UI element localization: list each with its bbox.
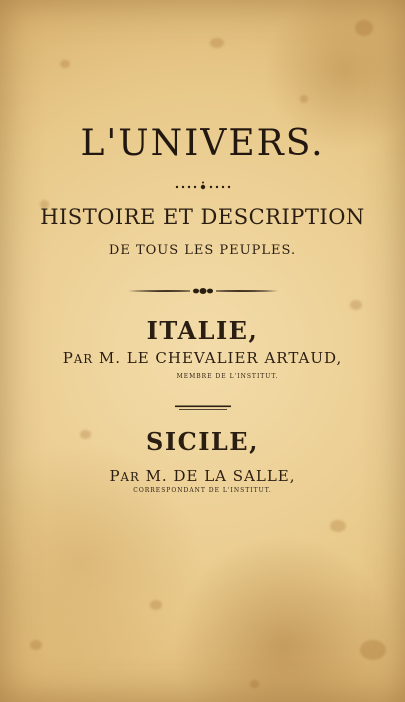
- author-prefix-initial: P: [62, 349, 74, 367]
- small-ornament: [0, 181, 405, 193]
- author-prefix-rest: AR: [120, 470, 140, 484]
- section-heading-italie: ITALIE,: [146, 316, 259, 345]
- author-name: M. DE LA SALLE,: [145, 467, 296, 485]
- author-name: M. LE CHEVALIER ARTAUD,: [98, 349, 343, 367]
- section-heading-sicile: SICILE,: [146, 427, 259, 456]
- stain: [30, 640, 42, 650]
- author-line-italie: [0, 349, 405, 367]
- stain: [60, 60, 70, 68]
- short-double-rule: [0, 403, 405, 413]
- author-prefix-rest: AR: [73, 352, 94, 366]
- subtitle: HISTOIRE ET DESCRIPTION: [40, 205, 365, 229]
- stain: [355, 20, 373, 36]
- stain: [300, 95, 308, 103]
- author-affiliation-sicile: CORRESPONDANT DE L'INSTITUT.: [133, 487, 272, 494]
- author-affiliation-italie: MEMBRE DE L'INSTITUT.: [176, 373, 279, 380]
- stain: [330, 520, 346, 532]
- author-prefix-initial: P: [109, 467, 121, 485]
- stain: [210, 38, 224, 48]
- stain: [150, 600, 162, 610]
- stain: [350, 300, 362, 310]
- stain: [250, 680, 259, 688]
- stain: [360, 640, 386, 660]
- ornamental-rule: [0, 285, 405, 297]
- author-line-sicile: [0, 467, 405, 485]
- subtitle-line2: DE TOUS LES PEUPLES.: [108, 243, 297, 258]
- page-title: L'UNIVERS.: [80, 123, 325, 164]
